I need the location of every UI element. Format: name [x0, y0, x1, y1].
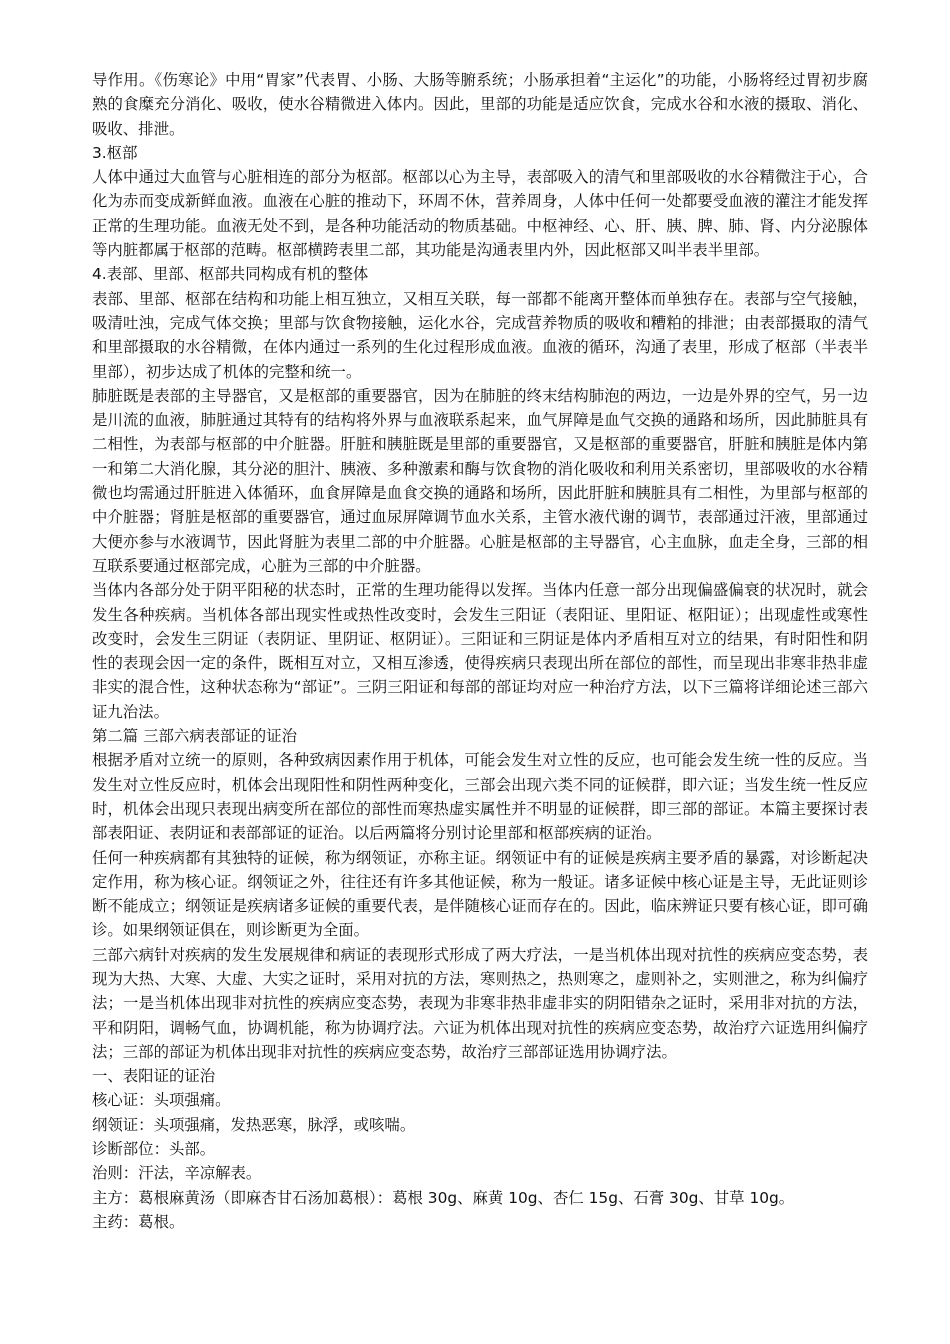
paragraph-yin-yang-syndromes: 当体内各部分处于阴平阳秘的状态时，正常的生理功能得以发挥。当体内任意一部分出现偏盛偏衰的状况时，就会发生各种疾病。当机体各部出现实性或热性改变时，会发生三阳证（表阳证、里阳证、枢阳证）；出现虚性或寒性改变时，会发生三阴证（表阴证、里阴证、枢阴证）。三阳证和三阴证是体内矛盾相互对立的结果，有时阳性和阴性的表现会因一定的条件，既相互对立，又相互渗透，使得疾病只表现出所在部位的部性，而呈现出非寒非热非虚非实的混合性，这种状态称为“部证”。三阴三阳证和每部的部证均对应一种治疗方法，以下三篇将详细论述三部六证九治法。: [92, 581, 868, 721]
line-diagnosis-site: 诊断部位：头部。: [92, 1140, 216, 1159]
line-main-herb: 主药：葛根。: [92, 1212, 185, 1231]
line-core-syndrome: 核心证：头项强痛。: [92, 1091, 231, 1110]
paragraph-three-parts-relation: 表部、里部、枢部在结构和功能上相互独立，又相互关联，每一部都不能离开整体而单独存在。表部与空气接触，吸清吐浊，完成气体交换；里部与饮食物接触，运化水谷，完成营养物质的吸收和糟粕的排泄；由表部摄取的清气和里部摄取的水谷精微，在体内通过一系列的生化过程形成血液。血液的循环，沟通了表里，形成了枢部（半表半里部），初步达成了机体的完整和统一。: [92, 289, 868, 381]
paragraph-li-bu-function: 导作用。《伤寒论》中用“胃家”代表胃、小肠、大肠等腑系统；小肠承担着“主运化”的功能，小肠将经过胃初步腐熟的食糜充分消化、吸收，使水谷精微进入体内。因此，里部的功能是适应饮食，完成水谷和水液的摄取、消化、吸收、排泄。: [92, 71, 868, 138]
line-treatment-principle: 治则：汗法，辛凉解表。: [92, 1164, 262, 1183]
paragraph-core-syndrome: 任何一种疾病都有其独特的证候，称为纲领证，亦称主证。纲领证中有的证候是疾病主要矛盾的暴露，对诊断起决定作用，称为核心证。纲领证之外，往往还有许多其他证候，称为一般证。诸多证候中核心证是主导，无此证则诊断不能成立；纲领证是疾病诸多证候的重要代表，是伴随核心证而存在的。因此，临床辨证只要有核心证，即可确诊。如果纲领证俱在，则诊断更为全面。: [92, 848, 868, 940]
paragraph-two-therapies: 三部六病针对疾病的发生发展规律和病证的表现形式形成了两大疗法，一是当机体出现对抗性的疾病应变态势，表现为大热、大寒、大虚、大实之证时，采用对抗的方法，寒则热之，热则寒之，虚则补之，实则泄之，称为纠偏疗法；一是当机体出现非对抗性的疾病应变态势，表现为非寒非热非虚非实的阴阳错杂之证时，采用非对抗的方法，平和阴阳，调畅气血，协调机能，称为协调疗法。六证为机体出现对抗性的疾病应变态势，故治疗六证选用纠偏疗法；三部的部证为机体出现非对抗性的疾病应变态势，故治疗三部部证选用协调疗法。: [92, 945, 868, 1061]
paragraph-contradiction-principle: 根据矛盾对立统一的原则，各种致病因素作用于机体，可能会发生对立性的反应，也可能会发生统一性的反应。当发生对立性反应时，机体会出现阳性和阴性两种变化，三部会出现六类不同的证候群，即六证；当发生统一性反应时，机体会出现只表现出病变所在部位的部性而寒热虚实属性并不明显的证候群，即三部的部证。本篇主要探讨表部表阳证、表阴证和表部部证的证治。以后两篇将分别讨论里部和枢部疾病的证治。: [92, 751, 868, 843]
paragraph-organs-mediator: 肺脏既是表部的主导器官，又是枢部的重要器官，因为在肺脏的终末结构肺泡的两边，一边是外界的空气，另一边是川流的血液，肺脏通过其特有的结构将外界与血液联系起来，血气屏障是血气交换的通路和场所，因此肺脏具有二相性，为表部与枢部的中介脏器。肝脏和胰脏既是里部的重要器官，又是枢部的重要器官，肝脏和胰脏是体内第一和第二大消化腺，其分泌的胆汁、胰液、多种激素和酶与饮食物的消化吸收和利用关系密切，里部吸收的水谷精微也均需通过肝脏进入体循环，血食屏障是血食交换的通路和场所，因此肝脏和胰脏具有二相性，为里部与枢部的中介脏器；肾脏是枢部的重要器官，通过血尿屏障调节血水关系，主管水液代谢的调节，表部通过汗液，里部通过大便亦参与水液调节，因此肾脏为表里二部的中介脏器。心脏是枢部的主导器官，心主血脉，血走全身，三部的相互联系要通过枢部完成，心脏为三部的中介脏器。: [92, 386, 868, 575]
line-main-syndromes: 纲领证：头项强痛，发热恶寒，脉浮，或咳喘。: [92, 1115, 416, 1134]
document-page: [92, 68, 868, 1234]
paragraph-shu-bu: 人体中通过大血管与心脏相连的部分为枢部。枢部以心为主导，表部吸入的清气和里部吸收的水谷精微注于心，合化为赤而变成新鲜血液。血液在心脏的推动下，环周不休，营养周身，人体中任何一处都要受血液的灌注才能发挥正常的生理功能。血液无处不到，是各种功能活动的物质基础。中枢神经、心、肝、胰、脾、肺、肾、内分泌腺体等内脏都属于枢部的范畴。枢部横跨表里二部，其功能是沟通表里内外，因此枢部又叫半表半里部。: [92, 168, 868, 260]
heading-three-parts-whole: 4.表部、里部、枢部共同构成有机的整体: [92, 265, 369, 284]
heading-chapter-two: 第二篇 三部六病表部证的证治: [92, 727, 297, 746]
heading-biao-yang-zheng: 一、表阳证的证治: [92, 1067, 216, 1086]
line-main-prescription: 主方：葛根麻黄汤（即麻杏甘石汤加葛根）：葛根 30g、麻黄 10g、杏仁 15g、石膏 30g、甘草 10g。: [92, 1188, 795, 1207]
heading-shu-bu: 3.枢部: [92, 143, 138, 162]
